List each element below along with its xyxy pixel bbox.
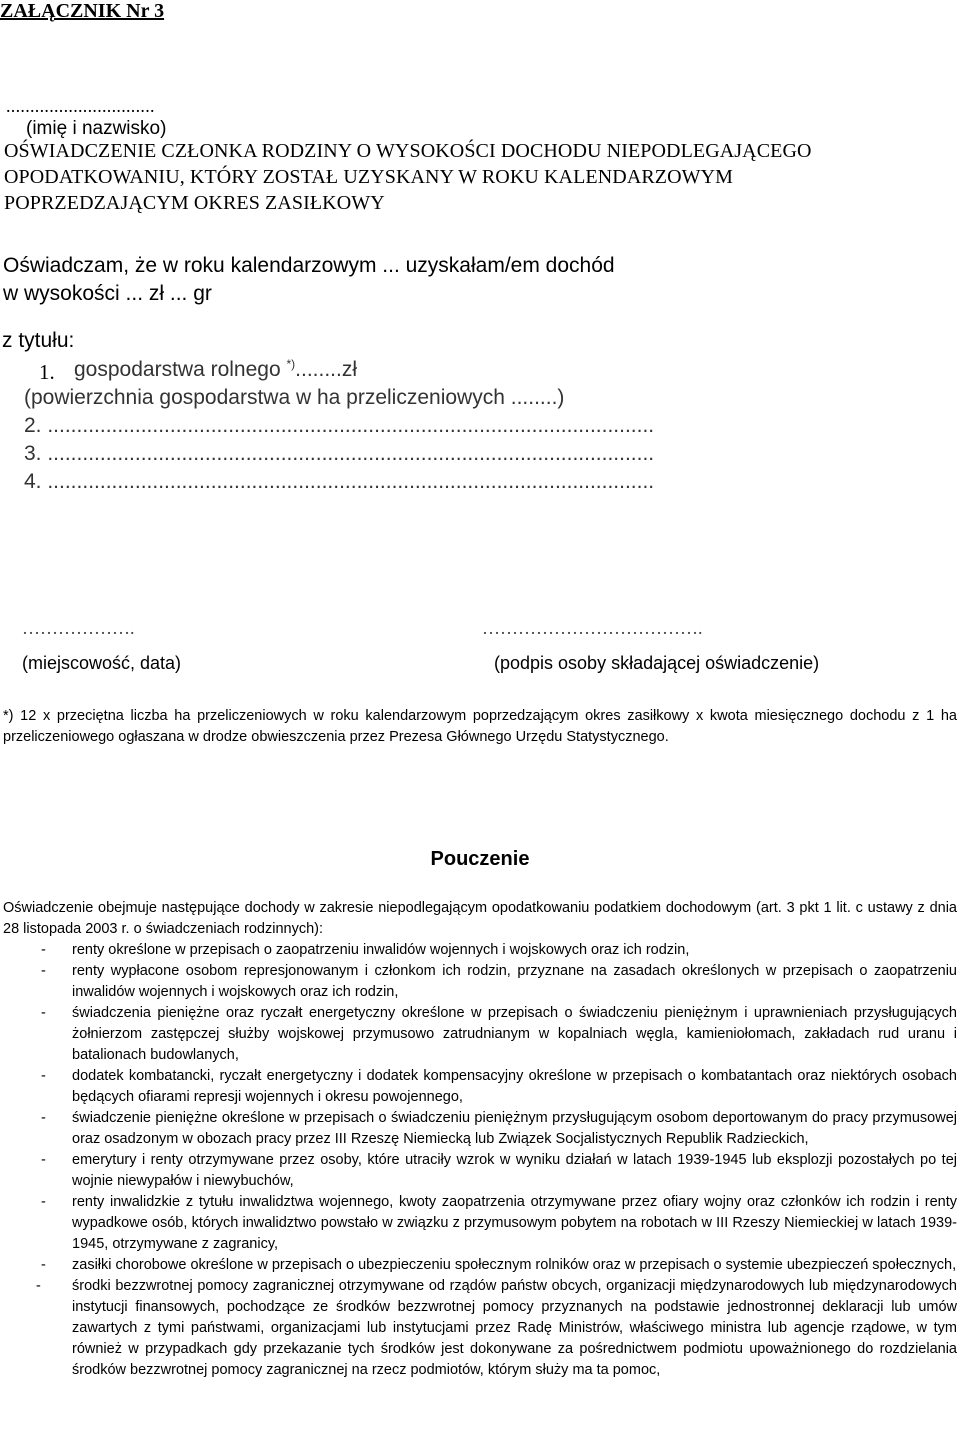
list-item xyxy=(0,1003,960,1066)
instruction-intro: Oświadczenie obejmuje następujące dochody w zakresie niepodlegającym opodatkowaniu podatkiem dochodowym (art. 3 pkt 1 lit. c ustawy z dnia 28 listopada 2003 r. o świadczeniach rodzinnych): xyxy=(3,900,957,937)
item-1-number: 1. xyxy=(39,360,55,384)
list-item xyxy=(0,1066,960,1108)
income-source-label: z tytułu: xyxy=(2,329,75,352)
item-1-area: (powierzchnia gospodarstwa w ha przeliczeniowych ........) xyxy=(24,386,565,409)
list-bullet: - xyxy=(41,1194,46,1210)
list-item xyxy=(0,1255,960,1276)
signature-dots: ………………………………. xyxy=(482,618,703,638)
attachment-header: ZAŁĄCZNIK Nr 3 xyxy=(0,0,165,22)
income-exclusions-list xyxy=(0,940,960,1381)
list-bullet: - xyxy=(41,963,46,979)
list-item xyxy=(0,961,960,1003)
list-item-text: renty określone w przepisach o zaopatrzeniu inwalidów wojennych i wojskowych oraz ich rodzin, xyxy=(72,942,690,958)
list-bullet: - xyxy=(36,1278,41,1294)
list-item-text: dodatek kombatancki, ryczałt energetyczny i dodatek kompensacyjny określone w przepisach o kombatantach oraz niektórych osobach będących ofiarami represji wojennych i okresu powojennego, xyxy=(72,1068,957,1105)
list-bullet: - xyxy=(41,1068,46,1084)
list-item-text: środki bezzwrotnej pomocy zagranicznej otrzymywane od rządów państw obcych, organizacji międzynarodowych lub międzynarodowych instytucji finansowych, pochodzące ze środków bezzwrotnej pomocy przyznanych na podstawie jednostronnej deklaracji lub umów zawartych z tymi państwami, organizacjami lub instytucjami przez Radę Ministrów, właściwego ministra lub agencje rządowe, w tym również w przypadkach gdy przekazanie tych środków jest dokonywane za pośrednictwem podmiotu upoważnionego do rozdzielania środków bezzwrotnej pomocy zagranicznej na rzecz podmiotów, którym służy ma ta pomoc, xyxy=(72,1278,957,1378)
list-bullet: - xyxy=(41,1110,46,1126)
footnote: *) 12 x przeciętna liczba ha przeliczeniowych w roku kalendarzowym poprzedzającym okres zasiłkowy x kwota miesięcznego dochodu z 1 ha przeliczeniowego ogłaszana w drodze obwieszczenia przez Prezesa Głównego Urzędu Statystycznego. xyxy=(3,708,957,745)
list-item xyxy=(0,1108,960,1150)
list-item xyxy=(0,1150,960,1192)
item-1-text: gospodarstwa rolnego xyxy=(74,358,281,381)
list-item xyxy=(0,940,960,961)
title-line-3: POPRZEDZAJĄCYM OKRES ZASIŁKOWY xyxy=(4,192,385,214)
statement-line-1: Oświadczam, że w roku kalendarzowym ... uzyskałam/em dochód xyxy=(3,254,615,277)
title-line-1: OŚWIADCZENIE CZŁONKA RODZINY O WYSOKOŚCI DOCHODU NIEPODLEGAJĄCEGO xyxy=(4,140,812,162)
item-1-footnote-mark: *) xyxy=(286,357,296,371)
statement-line-2: w wysokości ... zł ... gr xyxy=(3,282,212,305)
list-item xyxy=(0,1276,960,1381)
list-bullet: - xyxy=(41,1152,46,1168)
title-line-2: OPODATKOWANIU, KTÓRY ZOSTAŁ UZYSKANY W ROKU KALENDARZOWYM xyxy=(4,166,734,188)
item-3: 3. ........................................................................................................ xyxy=(24,442,655,465)
list-item-text: emerytury i renty otrzymywane przez osoby, które utraciły wzrok w wyniku działań w latach 1939-1945 lub eksplozji pozostałych po tej wojnie niewypałów i niewybuchów, xyxy=(72,1152,957,1189)
list-bullet: - xyxy=(41,1257,46,1273)
place-date-label: (miejscowość, data) xyxy=(22,653,182,673)
signature-label: (podpis osoby składającej oświadczenie) xyxy=(494,653,820,673)
list-item-text: renty wypłacone osobom represjonowanym i członkom ich rodzin, przyznane na zasadach określonych w przepisach o zaopatrzeniu inwalidów wojennych i wojskowych oraz ich rodzin, xyxy=(72,963,957,1000)
list-item xyxy=(0,1192,960,1255)
list-item-text: zasiłki chorobowe określone w przepisach o ubezpieczeniu społecznym rolników oraz w przepisach o systemie ubezpieczeń społecznych, xyxy=(72,1257,957,1273)
item-2: 2. ........................................................................................................ xyxy=(24,414,655,437)
item-1-amount: ........zł xyxy=(295,358,357,381)
instruction-title: Pouczenie xyxy=(430,848,530,870)
item-1-farm xyxy=(74,358,357,382)
list-item-text: świadczenie pieniężne określone w przepisach o świadczeniu pieniężnym przysługującym osobom deportowanym do pracy przymusowej oraz osadzonym w obozach pracy przez III Rzeszę Niemiecką lub Związek Socjalistycznych Republik Radzieckich, xyxy=(72,1110,957,1147)
name-label: (imię i nazwisko) xyxy=(26,118,167,139)
name-dots: ............................... xyxy=(6,96,155,116)
list-item-text: renty inwalidzkie z tytułu inwalidztwa wojennego, kwoty zaopatrzenia otrzymywane przez ofiary wojny oraz członków ich rodzin i renty wypadkowe osób, których inwalidztwo powstało w związku z przymusowym pobytem na robotach w III Rzeszy Niemieckiej w latach 1939-1945, otrzymywane z zagranicy, xyxy=(72,1194,957,1252)
list-bullet: - xyxy=(41,942,46,958)
list-bullet: - xyxy=(41,1005,46,1021)
place-date-dots: ………………. xyxy=(22,618,135,638)
item-4: 4. ........................................................................................................ xyxy=(24,470,655,493)
list-item-text: świadczenia pieniężne oraz ryczałt energetyczny określone w przepisach o świadczeniu pieniężnym i uprawnieniach przysługujących żołnierzom zastępczej służby wojskowej przymusowo zatrudnianym w kopalniach węgla, kamieniołomach, zakładach rud uranu i batalionach budowlanych, xyxy=(72,1005,957,1063)
